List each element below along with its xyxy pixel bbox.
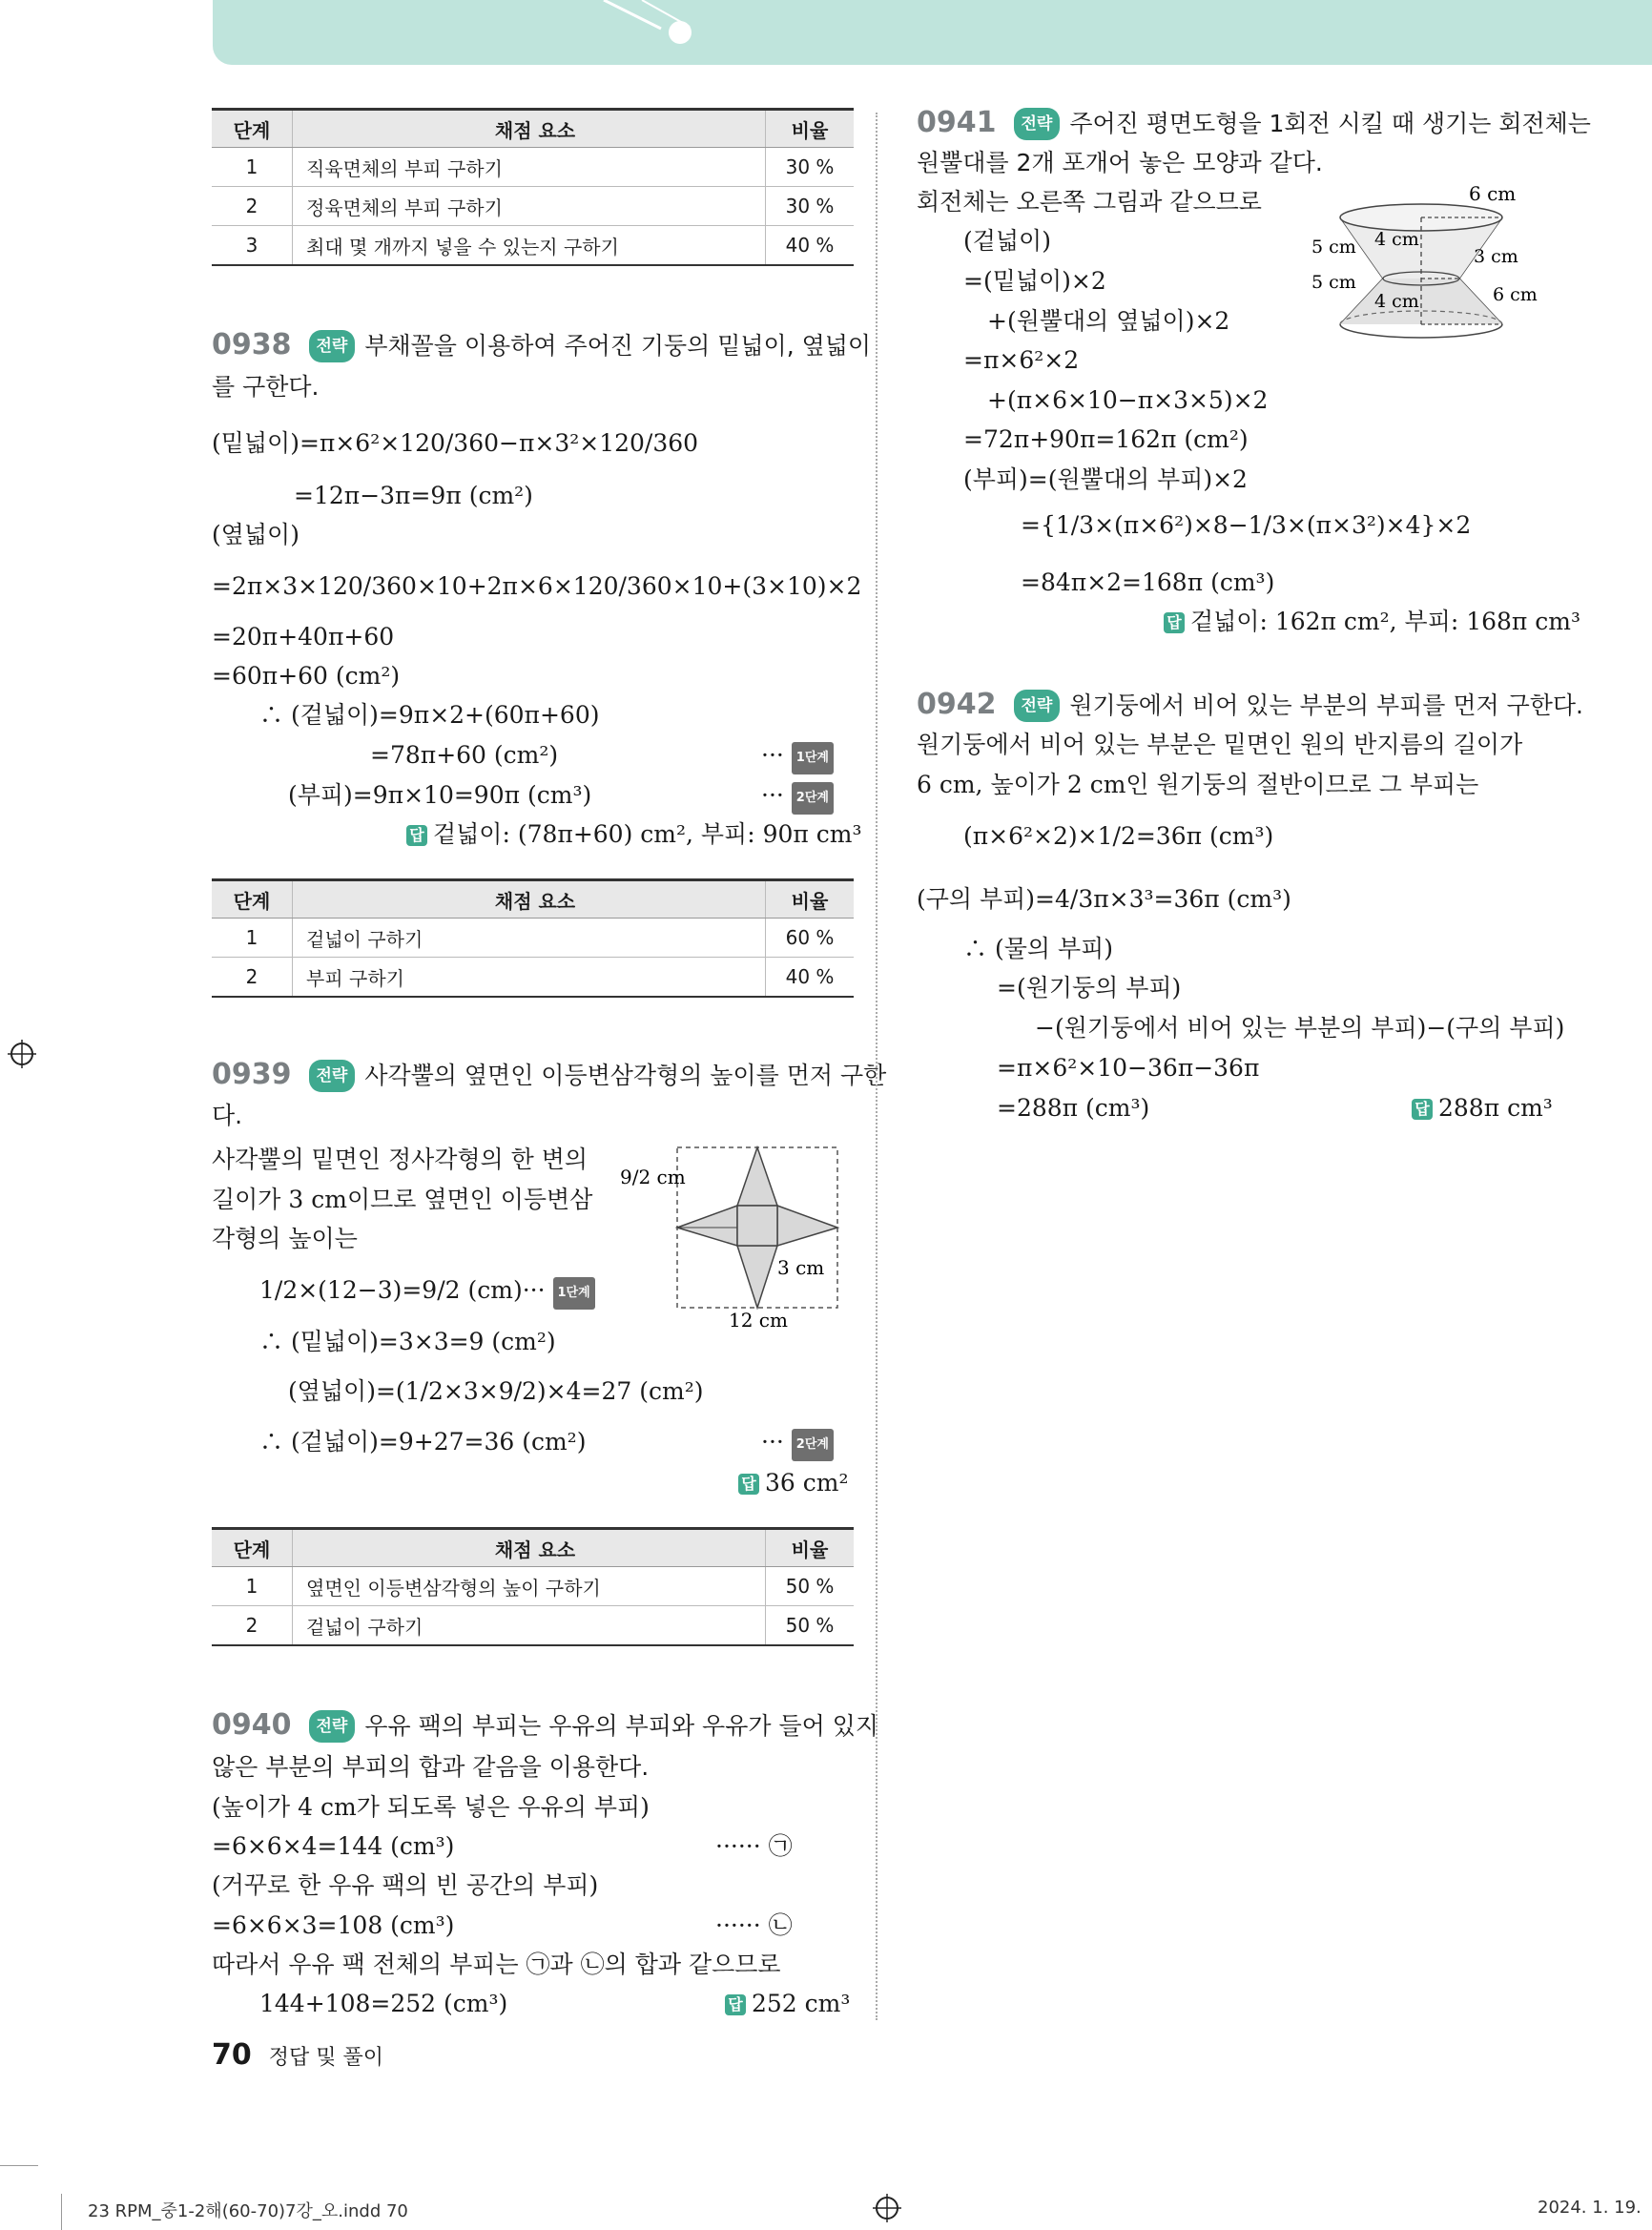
table-header: 비율 [766, 880, 855, 919]
table-row [212, 187, 854, 226]
column-divider [876, 113, 878, 2020]
print-date: 2024. 1. 19. [1538, 2198, 1642, 2218]
table-cell: 50 % [766, 1606, 855, 1646]
dots: ··· [761, 781, 784, 809]
solution-line: 1/2×(12−3)=9/2 (cm)··· [259, 1276, 546, 1304]
strategy-text: 사각뿔의 옆면인 이등변삼각형의 높이를 먼저 구한 [364, 1062, 887, 1089]
strategy-tag: 전략 [1014, 108, 1061, 140]
table-cell: 2 [212, 958, 293, 998]
table-cell: 40 % [766, 226, 855, 266]
table-cell: 40 % [766, 958, 855, 998]
table-cell: 1 [212, 1567, 293, 1606]
solution-line: −(원기둥에서 비어 있는 부분의 부피)−(구의 부피) [1035, 1014, 1565, 1042]
solution-line: =288π (cm³) [997, 1094, 1150, 1122]
solution-line: ∴ (겉넓이)=9π×2+(60π+60) [259, 701, 600, 729]
equation-marker: ······ ㉠ [715, 1832, 793, 1860]
table-header: 채점 요소 [293, 110, 766, 148]
table-cell: 60 % [766, 919, 855, 958]
solution-line: ∴ (밑넓이)=3×3=9 (cm²) [259, 1328, 556, 1355]
label-6cm-top: 6 cm [1469, 182, 1517, 205]
table-header: 단계 [212, 880, 293, 919]
file-name: 23 RPM_중1-2해(60-70)7강_오.indd 70 [88, 2201, 408, 2221]
table-cell: 최대 몇 개까지 넣을 수 있는지 구하기 [293, 226, 766, 266]
top-banner [213, 0, 1652, 65]
answer-mark: 답 [725, 1994, 746, 2015]
problem-number: 0938 [212, 328, 292, 361]
pyramid-net-diagram [610, 1140, 849, 1335]
solution-line: =6×6×3=108 (cm³) [212, 1911, 455, 1939]
table-row [212, 1567, 854, 1606]
table-row [212, 919, 854, 958]
table-cell: 2 [212, 187, 293, 226]
grading-table-0939 [212, 1527, 854, 1646]
solution-line: 원기둥에서 비어 있는 부분은 밑면인 원의 반지름의 길이가 [917, 731, 1523, 758]
solution-line: 144+108=252 (cm³) [259, 1990, 508, 2017]
strategy-text: 를 구한다. [212, 373, 320, 401]
equation-marker: ······ ㉡ [715, 1911, 793, 1939]
solution-line: (밑넓이)=π×6²×120/360−π×3²×120/360 [212, 429, 699, 457]
problem-number: 0939 [212, 1058, 292, 1091]
solution-line: =20π+40π+60 [212, 623, 395, 650]
solution-line: (구의 부피)=4/3π×3³=36π (cm³) [917, 885, 1291, 913]
strategy-text: 원뿔대를 2개 포개어 놓은 모양과 같다. [917, 149, 1323, 176]
dots: ··· [761, 1428, 784, 1456]
solution-line: (겉넓이) [963, 227, 1051, 255]
table-cell: 3 [212, 226, 293, 266]
strategy-tag: 전략 [309, 1060, 356, 1092]
table-cell: 1 [212, 148, 293, 187]
problem-number: 0942 [917, 688, 997, 721]
page-number: 70 [212, 2038, 252, 2072]
table-cell: 50 % [766, 1567, 855, 1606]
solution-line: =72π+90π=162π (cm²) [963, 425, 1249, 453]
label-4cm-upper: 4 cm [1374, 229, 1419, 250]
solution-line: =78π+60 (cm²) [370, 741, 559, 769]
solution-line: =2π×3×120/360×10+2π×6×120/360×10+(3×10)×2 [212, 572, 862, 600]
table-cell: 30 % [766, 187, 855, 226]
table-row [212, 226, 854, 266]
solution-line: 따라서 우유 팩 전체의 부피는 ㉠과 ㉡의 합과 같으므로 [212, 1951, 781, 1978]
table-header: 비율 [766, 1529, 855, 1567]
table-row [212, 148, 854, 187]
step-badge: 1단계 [792, 742, 834, 774]
answer-text: 252 cm³ [752, 1990, 851, 2017]
solution-line: 6 cm, 높이가 2 cm인 원기둥의 절반이므로 그 부피는 [917, 771, 1479, 798]
solution-line: =π×6²×2 [963, 346, 1080, 374]
star-decoration-icon [585, 0, 775, 65]
label-5cm-upper: 5 cm [1311, 237, 1356, 258]
solution-line: (π×6²×2)×1/2=36π (cm³) [963, 822, 1274, 850]
strategy-text: 원기둥에서 비어 있는 부분의 부피를 먼저 구한다. [1069, 692, 1583, 719]
crop-mark [0, 2165, 38, 2166]
solution-line: (부피)=(원뿔대의 부피)×2 [963, 465, 1248, 493]
crop-mark [61, 2194, 62, 2230]
solution-line: 사각뿔의 밑면인 정사각형의 한 변의 [212, 1146, 589, 1173]
problem-number: 0940 [212, 1708, 292, 1742]
registration-mark-icon [8, 1040, 36, 1068]
step-badge: 2단계 [792, 1429, 834, 1461]
strategy-tag: 전략 [1014, 690, 1061, 722]
solution-line: +(원뿔대의 옆넓이)×2 [987, 307, 1230, 335]
solution-line: =π×6²×10−36π−36π [997, 1054, 1260, 1082]
label-6cm-bottom: 6 cm [1493, 284, 1538, 305]
answer-mark: 답 [1164, 612, 1185, 633]
step-badge: 1단계 [553, 1277, 595, 1310]
answer-mark: 답 [738, 1474, 759, 1495]
solution-line: =60π+60 (cm²) [212, 662, 401, 690]
grading-table-0938 [212, 878, 854, 998]
table-header: 단계 [212, 1529, 293, 1567]
table-cell: 옆면인 이등변삼각형의 높이 구하기 [293, 1567, 766, 1606]
label-3cm: 3 cm [1474, 246, 1518, 267]
label-3cm: 3 cm [777, 1256, 825, 1279]
solution-line: =(밑넓이)×2 [963, 267, 1106, 295]
answer-text: 겉넓이: (78π+60) cm², 부피: 90π cm³ [433, 820, 862, 848]
problem-number: 0941 [917, 106, 997, 139]
solution-line: 회전체는 오른쪽 그림과 같으므로 [917, 188, 1262, 216]
strategy-tag: 전략 [309, 330, 356, 362]
label-4cm-lower: 4 cm [1374, 291, 1419, 312]
solution-line: (옆넓이) [212, 521, 299, 548]
solution-line: (옆넓이)=(1/2×3×9/2)×4=27 (cm²) [288, 1377, 704, 1405]
solution-line: =6×6×4=144 (cm³) [212, 1832, 455, 1860]
dots: ··· [761, 741, 784, 769]
label-half-height: 9/2 cm [620, 1166, 686, 1188]
solution-line: (거꾸로 한 우유 팩의 빈 공간의 부피) [212, 1871, 599, 1899]
solution-line: ∴ (물의 부피) [963, 935, 1114, 962]
label-12cm: 12 cm [729, 1309, 788, 1332]
section-title: 정답 및 풀이 [268, 2046, 383, 2070]
registration-mark-icon [873, 2194, 901, 2222]
answer-mark: 답 [406, 825, 427, 846]
table-header: 단계 [212, 110, 293, 148]
solution-line: 길이가 3 cm이므로 옆면인 이등변삼 [212, 1186, 593, 1213]
strategy-text: 우유 팩의 부피는 우유의 부피와 우유가 들어 있지 [364, 1712, 878, 1740]
table-row [212, 958, 854, 998]
solution-line: 각형의 높이는 [212, 1225, 358, 1252]
solution-line: ={1/3×(π×6²)×8−1/3×(π×3²)×4}×2 [1021, 511, 1472, 539]
solution-line: +(π×6×10−π×3×5)×2 [987, 386, 1269, 414]
strategy-tag: 전략 [309, 1710, 356, 1743]
solution-line: (부피)=9π×10=90π (cm³) [288, 781, 592, 809]
solution-line: ∴ (겉넓이)=9+27=36 (cm²) [259, 1428, 587, 1456]
strategy-text: 주어진 평면도형을 1회전 시킬 때 생기는 회전체는 [1069, 110, 1591, 137]
answer-text: 겉넓이: 162π cm², 부피: 168π cm³ [1190, 608, 1581, 635]
table-row [212, 1606, 854, 1646]
double-frustum-diagram [1311, 181, 1538, 343]
grading-table-0937 [212, 108, 854, 266]
table-cell: 직육면체의 부피 구하기 [293, 148, 766, 187]
solution-line: =84π×2=168π (cm³) [1021, 568, 1275, 596]
answer-text: 36 cm² [765, 1469, 849, 1497]
solution-line: =(원기둥의 부피) [997, 974, 1182, 1001]
table-cell: 30 % [766, 148, 855, 187]
solution-line: (높이가 4 cm가 되도록 넣은 우유의 부피) [212, 1793, 650, 1821]
answer-text: 288π cm³ [1438, 1094, 1553, 1122]
table-header: 채점 요소 [293, 1529, 766, 1567]
table-cell: 1 [212, 919, 293, 958]
table-cell: 겉넓이 구하기 [293, 919, 766, 958]
table-cell: 정육면체의 부피 구하기 [293, 187, 766, 226]
answer-mark: 답 [1412, 1099, 1433, 1120]
strategy-text: 다. [212, 1102, 243, 1129]
solution-line: =12π−3π=9π (cm²) [294, 482, 533, 509]
table-cell: 2 [212, 1606, 293, 1646]
step-badge: 2단계 [792, 782, 834, 815]
table-cell: 겉넓이 구하기 [293, 1606, 766, 1646]
strategy-text: 부채꼴을 이용하여 주어진 기둥의 밑넓이, 옆넓이 [364, 332, 872, 360]
label-5cm-lower: 5 cm [1311, 272, 1356, 293]
table-cell: 부피 구하기 [293, 958, 766, 998]
table-header: 채점 요소 [293, 880, 766, 919]
table-header: 비율 [766, 110, 855, 148]
strategy-text: 않은 부분의 부피의 합과 같음을 이용한다. [212, 1753, 650, 1781]
